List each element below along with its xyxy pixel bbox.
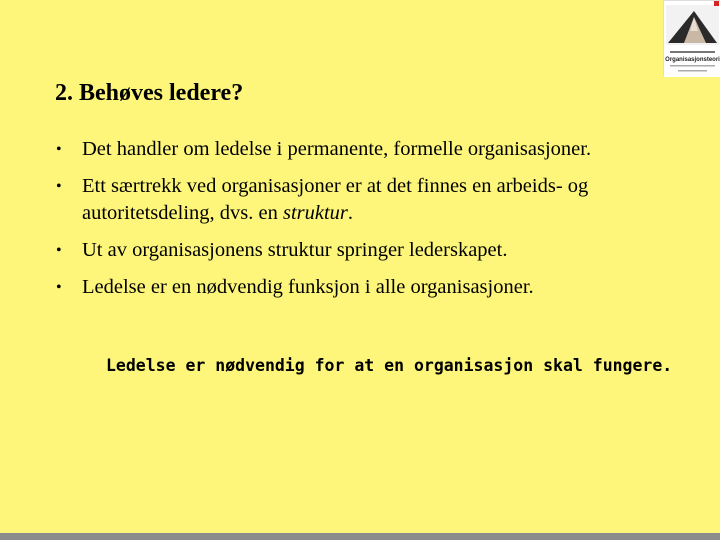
bullet-item [56,274,656,301]
red-corner-mark [714,1,719,6]
bullet-text: Ledelse er en nødvendig funksjon i alle organisasjoner. [82,276,534,298]
book-cover-title: Organisasjonsteori [665,57,720,63]
bottom-bar [0,533,720,540]
bullet-text: Ut av organisasjonens struktur springer lederskapet. [82,239,508,261]
bullet-marker: • [56,178,62,195]
bullet-text: Ett særtrekk ved organisasjoner er at det finnes en arbeids- og autoritetsdeling, dvs. en [82,175,589,224]
book-cover-icon [664,1,720,77]
bullet-text-end: . [347,202,354,224]
bullet-marker: • [56,242,62,259]
bullet-list [56,136,656,311]
bullet-item [56,237,656,264]
slide-title: 2. Behøves ledere? [55,80,244,106]
book-cover-image [663,0,720,76]
bullet-emphasis: struktur [282,202,348,224]
bullet-text: Det handler om ledelse i permanente, formelle organisasjoner. [82,138,592,160]
bullet-item [56,136,656,163]
bullet-item [56,173,656,227]
bullet-marker: • [56,279,62,296]
bullet-marker: • [56,141,62,158]
conclusion-statement: Ledelse er nødvendig for at en organisasjon skal fungere. [106,356,673,375]
